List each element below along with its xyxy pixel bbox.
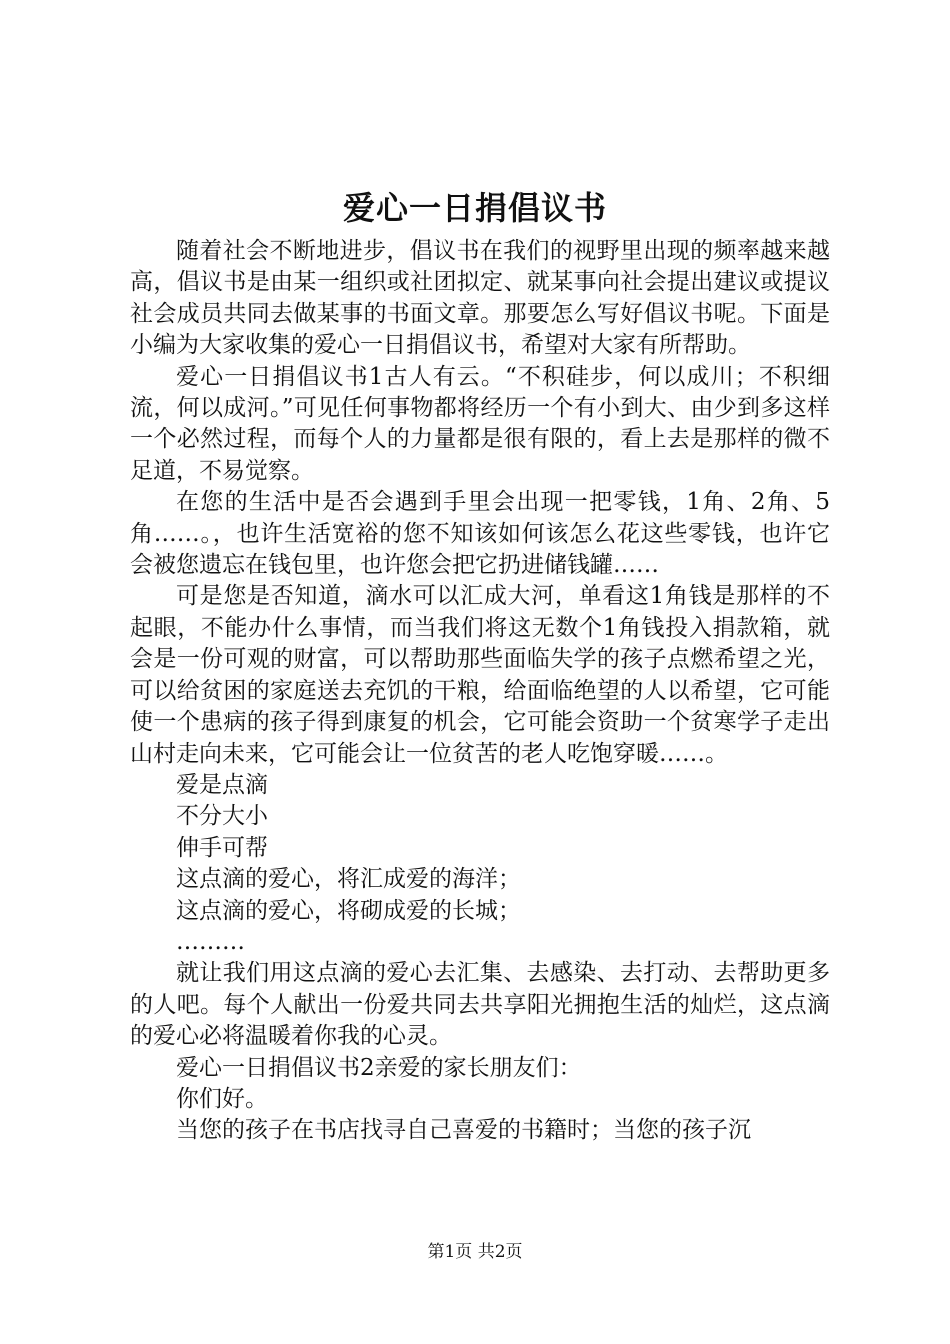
paragraph-proposal-2-salutation: 爱心一日捐倡议书2亲爱的家长朋友们： xyxy=(176,1054,582,1081)
paragraph-greeting: 你们好。 xyxy=(176,1085,268,1112)
paragraph-call-to-action: 就让我们用这点滴的爱心去汇集、去感染、去打动、去帮助更多的人吧。每个人献出一份爱共同去共享阳光拥抱生活的灿烂，这点滴的爱心必将温暖着你我的心灵。 xyxy=(130,960,830,1050)
paragraph-small-change: 在您的生活中是否会遇到手里会出现一把零钱，1角、2角、5角……。，也许生活宽裕的您不知该如何该怎么花这些零钱，也许它会被您遗忘在钱包里，也许您会把它扔进储钱罐…… xyxy=(130,489,830,579)
verse-line: 爱是点滴 xyxy=(176,771,268,798)
verse-ellipsis: ……… xyxy=(176,928,245,955)
verse-line: 伸手可帮 xyxy=(176,834,268,861)
paragraph-bookstore: 当您的孩子在书店找寻自己喜爱的书籍时；当您的孩子沉 xyxy=(176,1117,751,1144)
paragraph-intro: 随着社会不断地进步，倡议书在我们的视野里出现的频率越来越高，倡议书是由某一组织或社团拟定、就某事向社会提出建议或提议社会成员共同去做某事的书面文章。那要怎么写好倡议书呢。下面是小编为大家收集的爱心一日捐倡议书，希望对大家有所帮助。 xyxy=(130,238,830,359)
paragraph-drops-of-water: 可是您是否知道，滴水可以汇成大河，单看这1角钱是那样的不起眼，不能办什么事情，而当我们将这无数个1角钱投入捐款箱，就会是一份可观的财富，可以帮助那些面临失学的孩子点燃希望之光，可以给贫困的家庭送去充饥的干粮，给面临绝望的人以希望，它可能使一个患病的孩子得到康复的机会，它可能会资助一个贫寒学子走出山村走向未来，它可能会让一位贫苦的老人吃饱穿暖……。 xyxy=(130,583,830,767)
page-footer: 第1页 共2页 xyxy=(427,1242,523,1262)
paragraph-proposal-1: 爱心一日捐倡议书1古人有云。“不积硅步，何以成川；不积细流，何以成河。”可见任何事物都将经历一个有小到大、由少到多这样一个必然过程，而每个人的力量都是很有限的，看上去是那样的微不足道，不易觉察。 xyxy=(130,363,830,484)
document-body xyxy=(130,236,830,1147)
verse-line: 不分大小 xyxy=(176,803,268,830)
document-title: 爱心一日捐倡议书 xyxy=(342,189,607,227)
verse-line: 这点滴的爱心，将汇成爱的海洋； xyxy=(176,866,521,893)
verse-line: 这点滴的爱心，将砌成爱的长城； xyxy=(176,897,521,924)
